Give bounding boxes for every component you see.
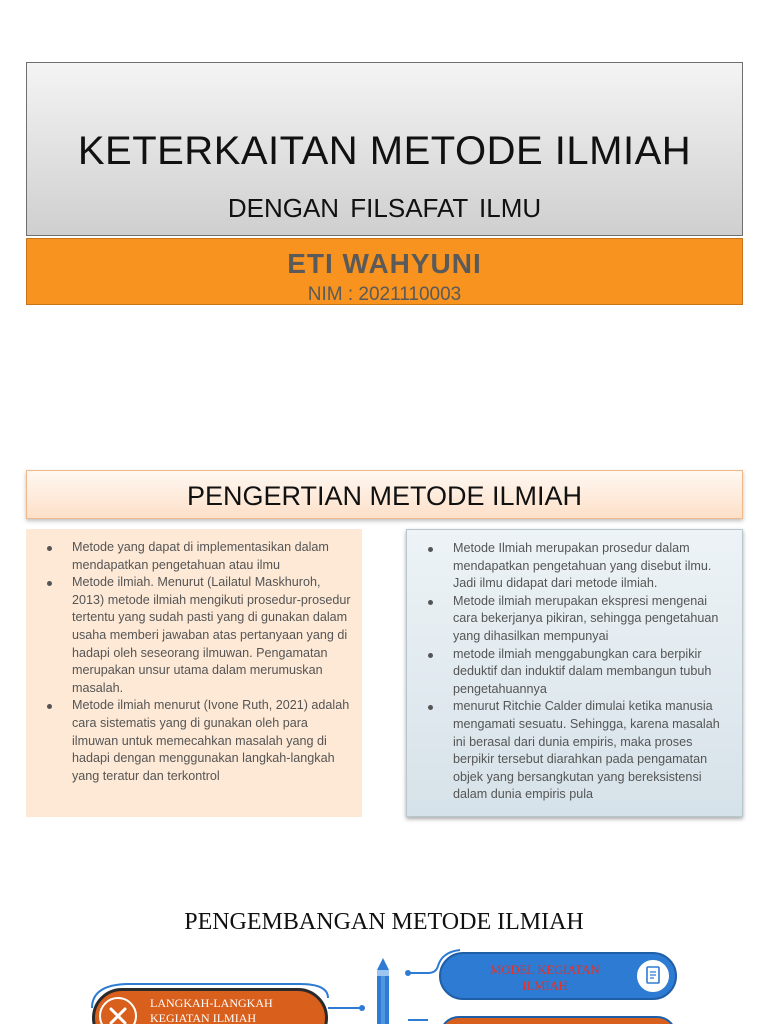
list-item: Metode ilmiah menurut (Ivone Ruth, 2021) adalah cara sistematis yang di gunakan oleh para ilmuwan untuk memecahkan masalah yang di hadapi dengan menggunakan langkah-langkah yang teratur dan terkontrol: [72, 697, 354, 785]
main-title: KETERKAITAN METODE ILMIAH: [77, 129, 692, 173]
section-heading-box: [26, 470, 743, 519]
author-nim: NIM : 2021110003: [307, 284, 462, 305]
steps-activity-node: [92, 988, 328, 1024]
steps-activity-label: LANGKAH-LANGKAH KEGIATAN ILMIAH: [150, 996, 273, 1024]
definition-list-left: [26, 529, 362, 785]
definition-list-right: [407, 530, 742, 804]
title-banner: [26, 62, 743, 236]
next-node-accent: [441, 1018, 675, 1024]
activity-model-label: MODEL KEGIATAN ILMIAH: [490, 963, 600, 993]
definition-card-left: [26, 529, 362, 817]
list-item: Metode ilmiah merupakan ekspresi mengenai cara bekerjanya pikiran, sehingga pengetahuan yang dihasilkan mempunyai: [453, 593, 730, 646]
tools-icon: [99, 997, 137, 1024]
list-item: menurut Ritchie Calder dimulai ketika manusia mengamati sesuatu. Sehingga, karena masalah ini berasal dari dunia empiris, maka proses berpikir tersebut diarahkan pada pengamatan objek yang bersangkutan yang bereksistensi dalam dunia empiris pula: [453, 698, 730, 804]
list-item: Metode Ilmiah merupakan prosedur dalam mendapatkan pengetahuan yang disebut ilmu. Jadi ilmu didapat dari metode ilmiah.: [453, 540, 730, 593]
definition-card-right: [406, 529, 743, 817]
pencil-icon: [373, 958, 393, 1024]
next-node: [439, 1016, 677, 1024]
development-title: PENGEMBANGAN METODE ILMIAH: [184, 909, 584, 935]
activity-model-node: [439, 952, 677, 1000]
author-name: ETI WAHYUNI: [287, 248, 482, 279]
document-icon: [635, 958, 671, 994]
list-item: Metode yang dapat di implementasikan dalam mendapatkan pengetahuan atau ilmu: [72, 539, 354, 574]
list-item: metode ilmiah menggabungkan cara berpikir deduktif dan induktif dalam membangun tubuh pengetahuannya: [453, 646, 730, 699]
list-item: Metode ilmiah. Menurut (Lailatul Maskhuroh, 2013) metode ilmiah mengikuti prosedur-prosedur tertentu yang sudah pasti yang di gunakan dalam usaha memberi jawaban atas pertanyaan yang di hadapi oleh seseorang ilmuwan. Pengamatan merupakan unsur utama dalam merumuskan masalah.: [72, 574, 354, 697]
subtitle: DENGAN FILSAFAT ILMU: [227, 193, 542, 223]
section-heading: PENGERTIAN METODE ILMIAH: [186, 481, 583, 511]
author-banner: [26, 238, 743, 305]
